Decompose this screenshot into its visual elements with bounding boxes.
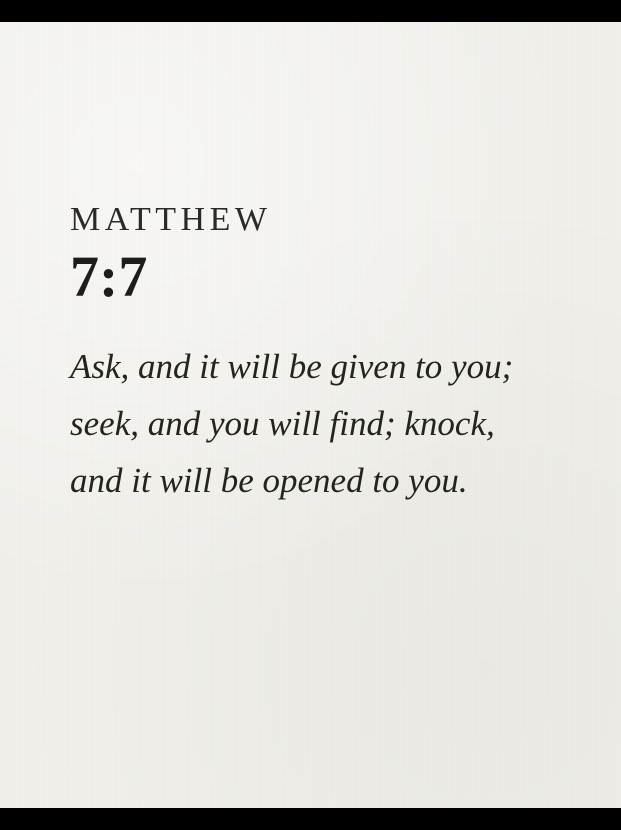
verse-content [70, 200, 570, 509]
verse-card [0, 22, 621, 808]
top-letterbox-band [0, 0, 621, 22]
bottom-letterbox-band [0, 808, 621, 830]
book-name: MATTHEW [70, 201, 272, 238]
verse-text: Ask, and it will be given to you; seek, and you will find; knock, and it will be opened to you. [70, 346, 514, 500]
verse-reference: 7:7 [70, 243, 148, 309]
